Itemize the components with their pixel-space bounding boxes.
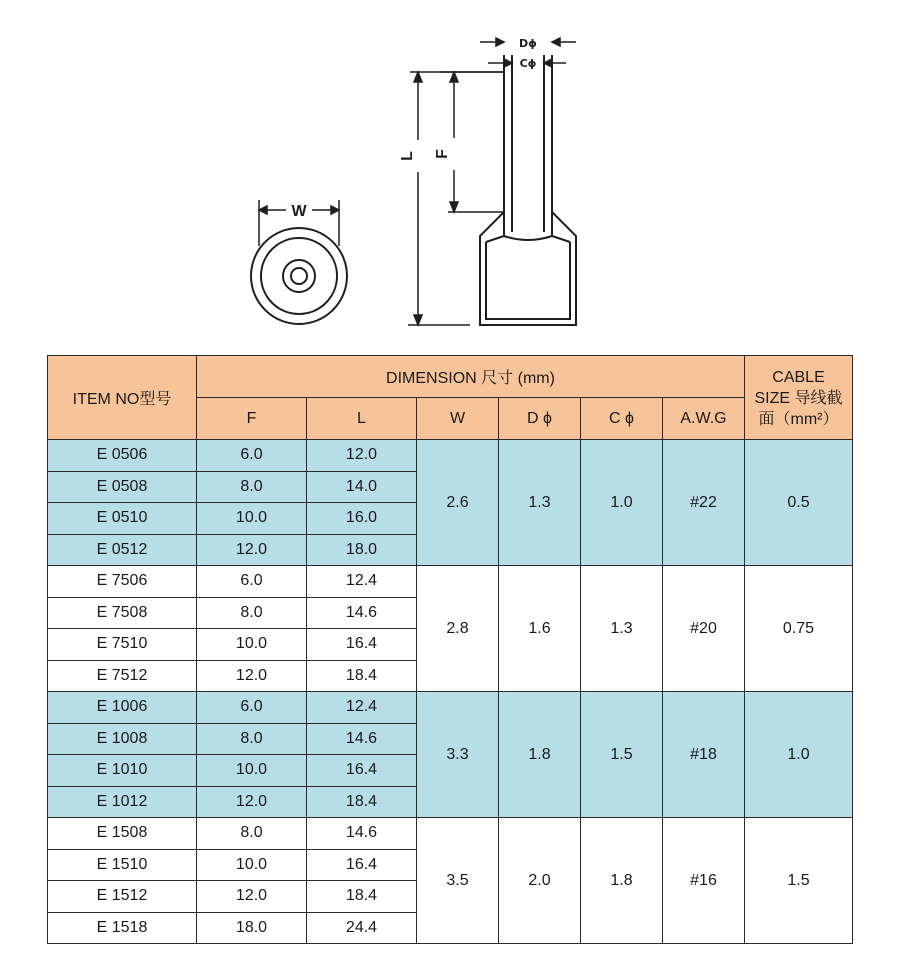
w-cell: 2.8 [417, 566, 499, 692]
item-no-cell: E 1518 [48, 912, 197, 944]
l-cell: 18.0 [307, 534, 417, 566]
l-label: L [399, 151, 416, 161]
f-cell: 8.0 [197, 471, 307, 503]
l-dimension [408, 72, 504, 325]
col-header-d: D ϕ [499, 398, 581, 440]
item-no-cell: E 0510 [48, 503, 197, 535]
cable-size-cell: 1.5 [745, 818, 853, 944]
w-label: W [291, 203, 307, 220]
ferrule-diagram [0, 0, 900, 340]
l-cell: 14.6 [307, 818, 417, 850]
cable-header-line1: CABLE [772, 369, 825, 386]
f-cell: 8.0 [197, 723, 307, 755]
cable-size-header [745, 356, 853, 440]
w-cell: 3.5 [417, 818, 499, 944]
l-cell: 12.0 [307, 440, 417, 472]
l-cell: 18.4 [307, 881, 417, 913]
item-no-cell: E 1012 [48, 786, 197, 818]
f-cell: 12.0 [197, 660, 307, 692]
item-no-cell: E 0508 [48, 471, 197, 503]
l-cell: 14.6 [307, 723, 417, 755]
f-dimension [440, 72, 504, 212]
f-cell: 10.0 [197, 503, 307, 535]
awg-cell: #18 [663, 692, 745, 818]
cable-header-line3: 面（mm²） [758, 411, 839, 428]
cable-size-cell: 0.75 [745, 566, 853, 692]
spec-table [47, 355, 853, 944]
col-header-c: C ϕ [581, 398, 663, 440]
table-row [48, 440, 853, 472]
f-cell: 12.0 [197, 534, 307, 566]
f-cell: 10.0 [197, 755, 307, 787]
w-cell: 2.6 [417, 440, 499, 566]
l-cell: 14.0 [307, 471, 417, 503]
l-cell: 16.0 [307, 503, 417, 535]
spec-table-body [48, 440, 853, 944]
item-no-cell: E 1508 [48, 818, 197, 850]
item-no-cell: E 7508 [48, 597, 197, 629]
f-cell: 6.0 [197, 566, 307, 598]
f-cell: 6.0 [197, 692, 307, 724]
w-cell: 3.3 [417, 692, 499, 818]
ferrule-side-view [480, 55, 576, 325]
c-cell: 1.5 [581, 692, 663, 818]
awg-cell: #20 [663, 566, 745, 692]
f-cell: 8.0 [197, 597, 307, 629]
c-cell: 1.3 [581, 566, 663, 692]
item-no-cell: E 7510 [48, 629, 197, 661]
cable-size-cell: 0.5 [745, 440, 853, 566]
f-label: F [434, 149, 451, 159]
cable-size-cell: 1.0 [745, 692, 853, 818]
ferrule-end-view [251, 228, 347, 324]
awg-cell: #16 [663, 818, 745, 944]
f-cell: 8.0 [197, 818, 307, 850]
table-row [48, 818, 853, 850]
f-cell: 12.0 [197, 881, 307, 913]
col-header-w: W [417, 398, 499, 440]
c-cell: 1.0 [581, 440, 663, 566]
d-cell: 1.8 [499, 692, 581, 818]
c-label: Cϕ [519, 57, 537, 70]
item-no-header: ITEM NO型号 [48, 356, 197, 440]
l-cell: 24.4 [307, 912, 417, 944]
item-no-cell: E 1010 [48, 755, 197, 787]
col-header-f: F [197, 398, 307, 440]
l-cell: 16.4 [307, 755, 417, 787]
f-cell: 6.0 [197, 440, 307, 472]
l-cell: 14.6 [307, 597, 417, 629]
l-cell: 12.4 [307, 692, 417, 724]
cable-header-line2: SIZE 导线截 [754, 390, 843, 407]
c-cell: 1.8 [581, 818, 663, 944]
f-cell: 18.0 [197, 912, 307, 944]
item-no-cell: E 0512 [48, 534, 197, 566]
awg-cell: #22 [663, 440, 745, 566]
col-header-l: L [307, 398, 417, 440]
item-no-cell: E 1008 [48, 723, 197, 755]
d-cell: 1.3 [499, 440, 581, 566]
item-no-cell: E 1006 [48, 692, 197, 724]
d-cell: 2.0 [499, 818, 581, 944]
col-header-awg: A.W.G [663, 398, 745, 440]
d-label: Dϕ [519, 37, 537, 50]
l-cell: 16.4 [307, 629, 417, 661]
item-no-cell: E 1510 [48, 849, 197, 881]
item-no-cell: E 7506 [48, 566, 197, 598]
item-no-cell: E 1512 [48, 881, 197, 913]
item-no-cell: E 7512 [48, 660, 197, 692]
table-row [48, 566, 853, 598]
table-row [48, 692, 853, 724]
l-cell: 12.4 [307, 566, 417, 598]
l-cell: 18.4 [307, 786, 417, 818]
f-cell: 10.0 [197, 849, 307, 881]
f-cell: 12.0 [197, 786, 307, 818]
dimension-header: DIMENSION 尺寸 (mm) [197, 356, 745, 398]
d-cell: 1.6 [499, 566, 581, 692]
l-cell: 16.4 [307, 849, 417, 881]
item-no-cell: E 0506 [48, 440, 197, 472]
f-cell: 10.0 [197, 629, 307, 661]
l-cell: 18.4 [307, 660, 417, 692]
